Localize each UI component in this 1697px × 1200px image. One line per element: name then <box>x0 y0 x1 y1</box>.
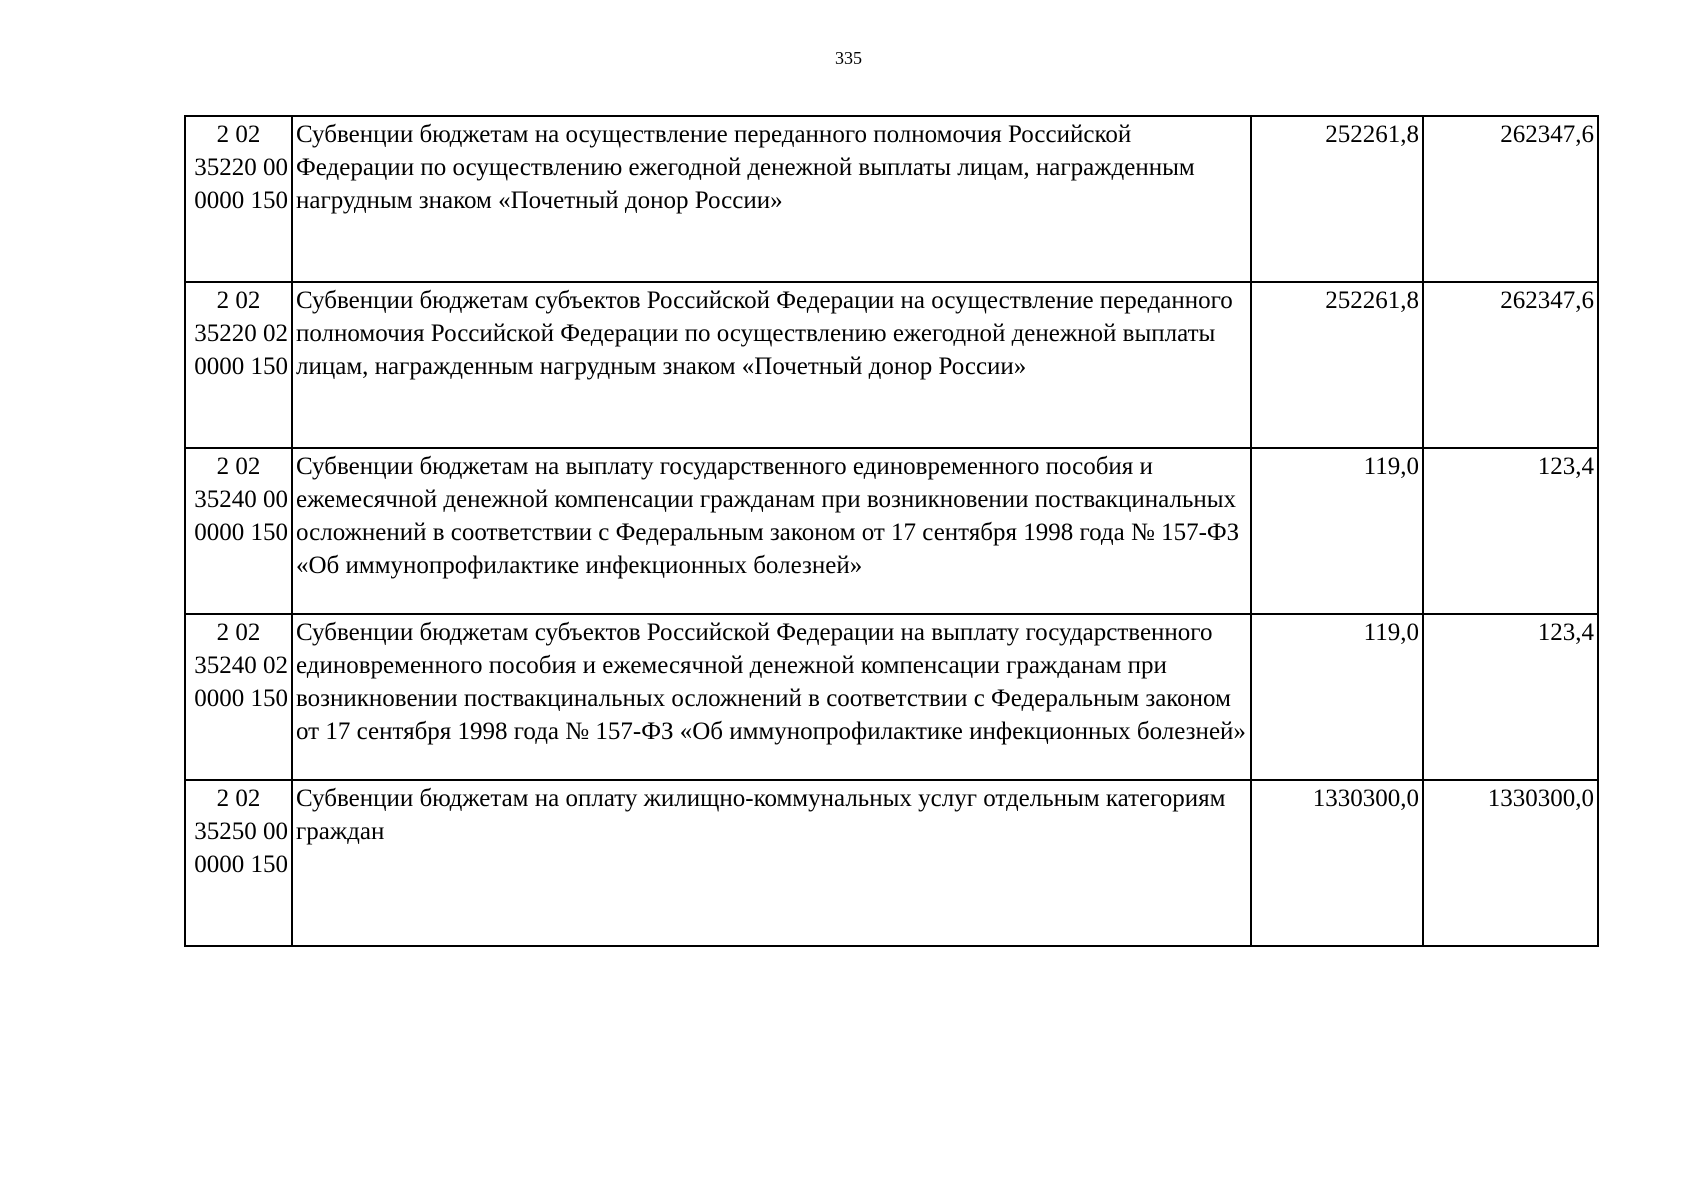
budget-code-line: 0000 150 <box>194 519 288 546</box>
budget-code-line: 35250 00 <box>194 818 288 845</box>
budget-code-line: 0000 150 <box>194 851 288 878</box>
amount-cell-2: 262347,6 <box>1423 282 1598 448</box>
budget-code-line: 2 02 <box>216 453 261 480</box>
amount-cell-1: 1330300,0 <box>1251 780 1423 946</box>
description-cell: Субвенции бюджетам на оплату жилищно-коммунальных услуг отдельным категориям граждан <box>292 780 1251 946</box>
budget-table <box>184 115 1599 947</box>
budget-code-line: 0000 150 <box>194 353 288 380</box>
budget-code-cell <box>185 780 292 946</box>
budget-code-line: 0000 150 <box>194 187 288 214</box>
budget-code-line: 35220 02 <box>194 320 288 347</box>
budget-code-cell <box>185 448 292 614</box>
budget-code-line: 35240 00 <box>194 486 288 513</box>
amount-cell-2: 1330300,0 <box>1423 780 1598 946</box>
table-row <box>185 448 1598 614</box>
budget-code-line: 2 02 <box>216 287 261 314</box>
budget-code-cell <box>185 282 292 448</box>
page-number: 335 <box>835 48 862 68</box>
budget-code-line: 0000 150 <box>194 685 288 712</box>
description-cell: Субвенции бюджетам на выплату государственного единовременного пособия и ежемесячной денежной компенсации гражданам при возникновении поствакцинальных осложнений в соответствии с Федеральным законом от 17 сентября 1998 года № 157-ФЗ «Об иммунопрофилактике инфекционных болезней» <box>292 448 1251 614</box>
budget-code-line: 35240 02 <box>194 652 288 679</box>
budget-code-line: 2 02 <box>216 619 261 646</box>
amount-cell-1: 119,0 <box>1251 448 1423 614</box>
amount-cell-1: 252261,8 <box>1251 282 1423 448</box>
amount-cell-2: 262347,6 <box>1423 116 1598 282</box>
table-row <box>185 282 1598 448</box>
table-row <box>185 116 1598 282</box>
budget-code-line: 35220 00 <box>194 154 288 181</box>
table-row <box>185 614 1598 780</box>
table-row <box>185 780 1598 946</box>
budget-code-cell <box>185 116 292 282</box>
amount-cell-2: 123,4 <box>1423 614 1598 780</box>
amount-cell-1: 252261,8 <box>1251 116 1423 282</box>
description-cell: Субвенции бюджетам субъектов Российской Федерации на выплату государственного единовременного пособия и ежемесячной денежной компенсации гражданам при возникновении поствакцинальных осложнений в соответствии с Федеральным законом от 17 сентября 1998 года № 157-ФЗ «Об иммунопрофилактике инфекционных болезней» <box>292 614 1251 780</box>
amount-cell-1: 119,0 <box>1251 614 1423 780</box>
description-cell: Субвенции бюджетам субъектов Российской Федерации на осуществление переданного полномочия Российской Федерации по осуществлению ежегодной денежной выплаты лицам, награжденным нагрудным знаком «Почетный донор России» <box>292 282 1251 448</box>
budget-code-line: 2 02 <box>216 121 261 148</box>
description-cell: Субвенции бюджетам на осуществление переданного полномочия Российской Федерации по осуществлению ежегодной денежной выплаты лицам, награжденным нагрудным знаком «Почетный донор России» <box>292 116 1251 282</box>
amount-cell-2: 123,4 <box>1423 448 1598 614</box>
budget-code-cell <box>185 614 292 780</box>
budget-code-line: 2 02 <box>216 785 261 812</box>
